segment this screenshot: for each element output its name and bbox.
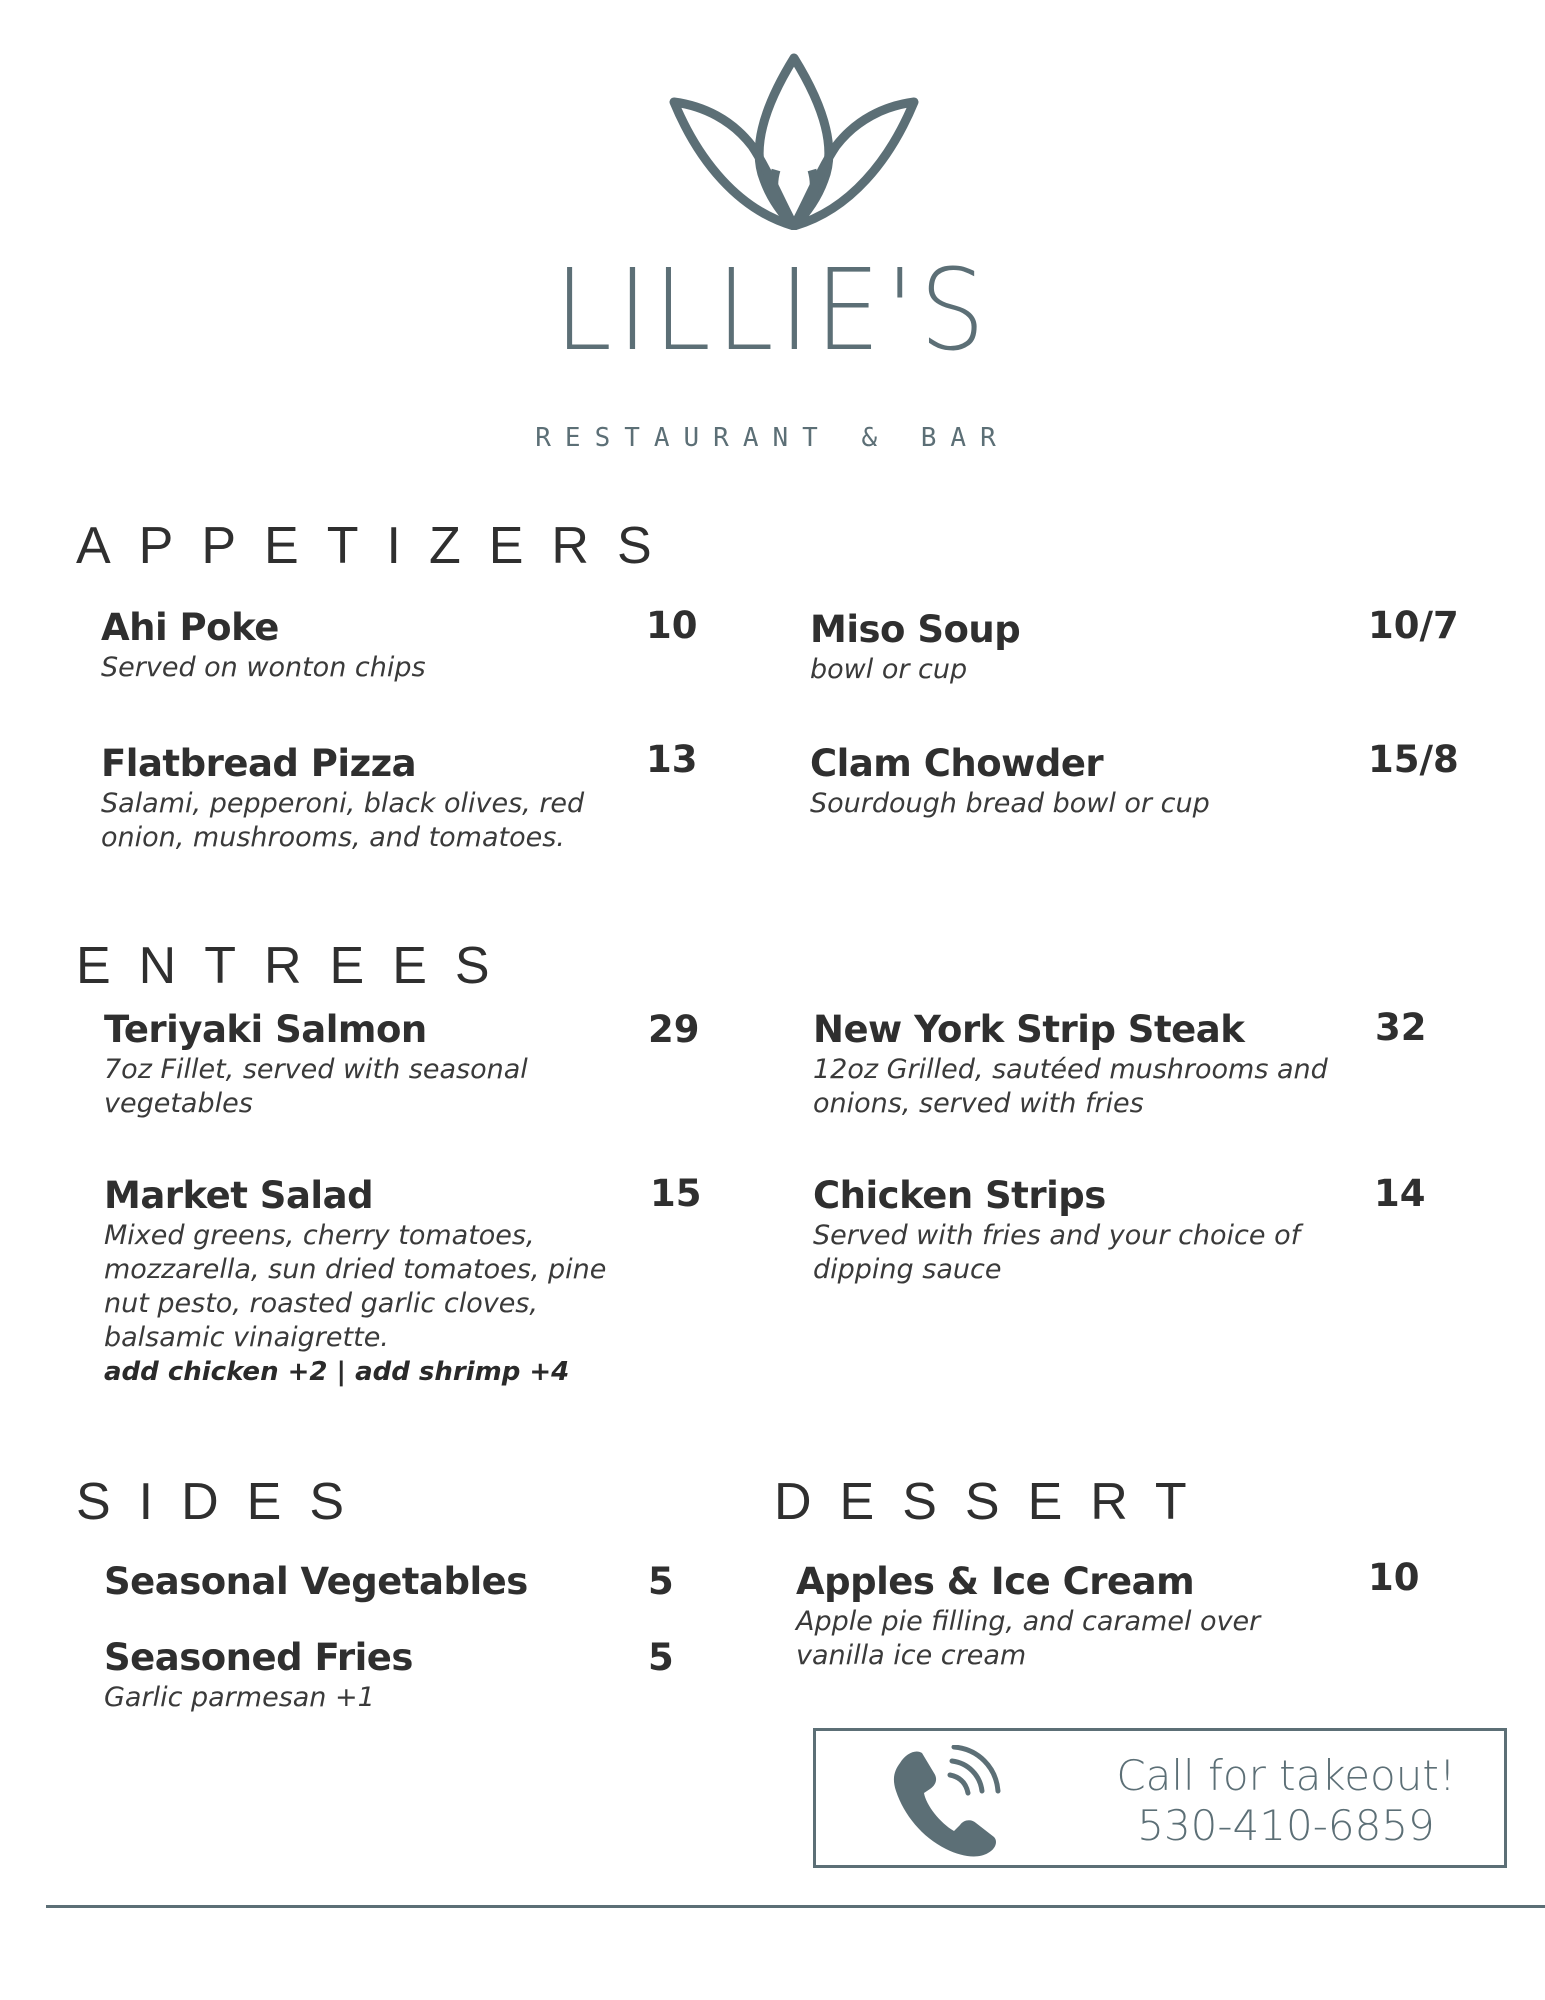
menu-item <box>104 1562 644 1603</box>
menu-item <box>104 1010 624 1121</box>
item-description: Apple pie filling, and caramel over vanilla ice cream <box>796 1605 1261 1671</box>
menu-item <box>810 744 1370 821</box>
menu-item <box>813 1176 1333 1287</box>
item-price: 32 <box>1375 1006 1427 1049</box>
item-price: 14 <box>1374 1172 1426 1215</box>
item-name: Clam Chowder <box>810 742 1104 785</box>
item-name: Seasonal Vegetables <box>104 1560 528 1603</box>
item-price: 15 <box>650 1172 702 1215</box>
lotus-icon <box>668 50 920 230</box>
item-name: Market Salad <box>104 1174 374 1217</box>
item-description: Salami, pepperoni, black olives, red onion, mushrooms, and tomatoes. <box>101 787 585 853</box>
item-price: 10 <box>646 604 698 647</box>
item-name: Ahi Poke <box>101 606 279 649</box>
item-description: Mixed greens, cherry tomatoes, mozzarella, sun dried tomatoes, pine nut pesto, roasted garlic cloves, balsamic vinaigrette. <box>104 1219 607 1353</box>
section-heading-sides: SIDES <box>76 1473 373 1531</box>
menu-item <box>101 608 661 685</box>
item-name: New York Strip Steak <box>813 1008 1245 1051</box>
item-price: 10/7 <box>1368 604 1459 647</box>
menu-item <box>796 1562 1316 1673</box>
item-name: Chicken Strips <box>813 1174 1106 1217</box>
brand-logo <box>0 0 1545 470</box>
takeout-callout <box>813 1728 1507 1868</box>
section-heading-appetizers: APPETIZERS <box>76 517 680 575</box>
takeout-label: Call for takeout! <box>1116 1751 1456 1800</box>
section-heading-dessert: DESSERT <box>774 1473 1215 1531</box>
item-description: Served with fries and your choice of dipping sauce <box>813 1219 1301 1285</box>
item-price: 10 <box>1368 1556 1420 1599</box>
takeout-phone-number[interactable]: 530-410-6859 <box>1137 1801 1435 1850</box>
menu-item <box>104 1638 644 1715</box>
brand-name: LILLIE'S <box>554 246 991 376</box>
item-addons: add chicken +2 | add shrimp +4 <box>104 1356 570 1387</box>
menu-item <box>813 1010 1333 1121</box>
item-name: Seasoned Fries <box>104 1636 413 1679</box>
item-name: Miso Soup <box>810 608 1021 651</box>
item-description: bowl or cup <box>810 653 968 685</box>
footer-divider <box>46 1905 1545 1908</box>
item-description: Garlic parmesan +1 <box>104 1681 375 1713</box>
menu-item <box>104 1176 644 1389</box>
item-name: Apples & Ice Cream <box>796 1560 1195 1603</box>
item-description: 12oz Grilled, sautéed mushrooms and onions, served with fries <box>813 1053 1328 1119</box>
item-price: 5 <box>648 1636 674 1679</box>
item-name: Teriyaki Salmon <box>104 1008 427 1051</box>
item-price: 15/8 <box>1368 738 1459 781</box>
menu-item <box>810 610 1370 687</box>
item-price: 5 <box>648 1560 674 1603</box>
brand-tagline: RESTAURANT & BAR <box>535 423 1010 453</box>
item-price: 13 <box>646 738 698 781</box>
section-heading-entrees: ENTREES <box>76 937 518 995</box>
item-description: Sourdough bread bowl or cup <box>810 787 1210 819</box>
phone-icon <box>888 1745 1008 1857</box>
takeout-text <box>1066 1751 1506 1851</box>
item-description: 7oz Fillet, served with seasonal vegetables <box>104 1053 528 1119</box>
item-price: 29 <box>648 1008 700 1051</box>
menu-item <box>101 744 661 855</box>
item-description: Served on wonton chips <box>101 651 426 683</box>
item-name: Flatbread Pizza <box>101 742 417 785</box>
